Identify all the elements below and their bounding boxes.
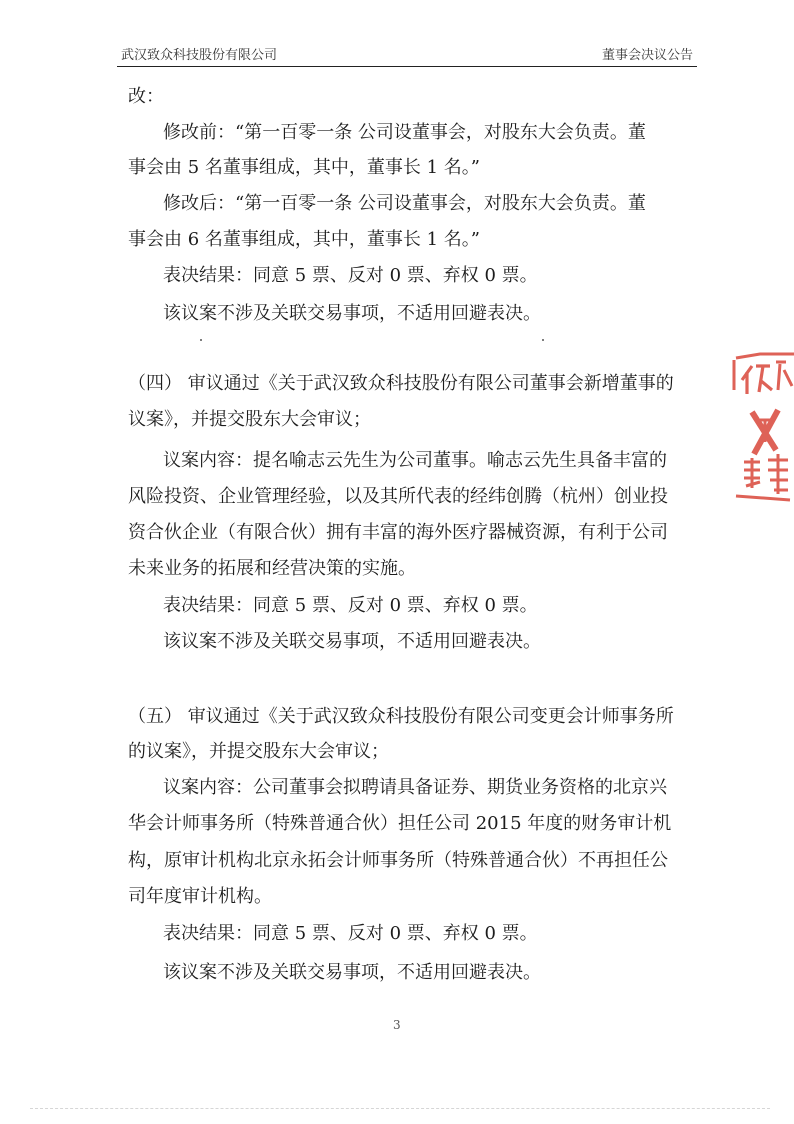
s4-title-line-1: （四） 审议通过《关于武汉致众科技股份有限公司董事会新增董事的 — [128, 373, 674, 394]
s3-line-0: 改： — [128, 86, 164, 107]
s4-vote-result: 表决结果：同意 5 票、反对 0 票、弃权 0 票。 — [163, 595, 538, 616]
scan-speck — [200, 339, 202, 341]
s3-line-1: 修改前：“第一百零一条 公司设董事会，对股东大会负责。董 — [163, 122, 646, 143]
s4-content-line-4: 未来业务的拓展和经营决策的实施。 — [128, 558, 416, 579]
s4-content-line-1: 议案内容：提名喻志云先生为公司董事。喻志云先生具备丰富的 — [163, 450, 667, 471]
s3-related-party-note: 该议案不涉及关联交易事项，不适用回避表决。 — [163, 303, 541, 324]
s3-line-3: 修改后：“第一百零一条 公司设董事会，对股东大会负责。董 — [163, 193, 646, 214]
s5-vote-result: 表决结果：同意 5 票、反对 0 票、弃权 0 票。 — [163, 923, 538, 944]
s5-content-line-1: 议案内容：公司董事会拟聘请具备证券、期货业务资格的北京兴 — [163, 777, 667, 798]
page-number: 3 — [393, 1018, 401, 1032]
s5-content-line-3: 构，原审计机构北京永拓会计师事务所（特殊普通合伙）不再担任公 — [128, 850, 668, 871]
s5-title-line-1: （五） 审议通过《关于武汉致众科技股份有限公司变更会计师事务所 — [128, 706, 674, 727]
scan-speck — [542, 339, 544, 341]
s3-vote-result: 表决结果：同意 5 票、反对 0 票、弃权 0 票。 — [163, 265, 538, 286]
s4-content-line-2: 风险投资、企业管理经验，以及其所代表的经纬创腾（杭州）创业投 — [128, 486, 668, 507]
s4-title-line-2: 议案》，并提交股东大会审议； — [128, 409, 371, 430]
s5-related-party-note: 该议案不涉及关联交易事项，不适用回避表决。 — [163, 962, 541, 983]
page-header — [117, 40, 697, 67]
s5-content-line-4: 司年度审计机构。 — [128, 886, 272, 907]
header-company: 武汉致众科技股份有限公司 — [121, 48, 278, 63]
scan-bottom-edge — [30, 1108, 770, 1109]
s5-content-line-2: 华会计师事务所（特殊普通合伙）担任公司 2015 年度的财务审计机 — [128, 813, 672, 834]
header-doc-type: 董事会决议公告 — [601, 48, 693, 63]
s4-content-line-3: 资合伙企业（有限合伙）拥有丰富的海外医疗器械资源，有利于公司 — [128, 522, 668, 543]
s3-line-2: 事会由 5 名董事组成，其中，董事长 1 名。” — [128, 157, 480, 178]
company-seal-fragment — [730, 350, 794, 510]
s4-related-party-note: 该议案不涉及关联交易事项，不适用回避表决。 — [163, 631, 541, 652]
s3-line-4: 事会由 6 名董事组成，其中，董事长 1 名。” — [128, 229, 480, 250]
s5-title-line-2: 的议案》，并提交股东大会审议； — [128, 741, 389, 762]
